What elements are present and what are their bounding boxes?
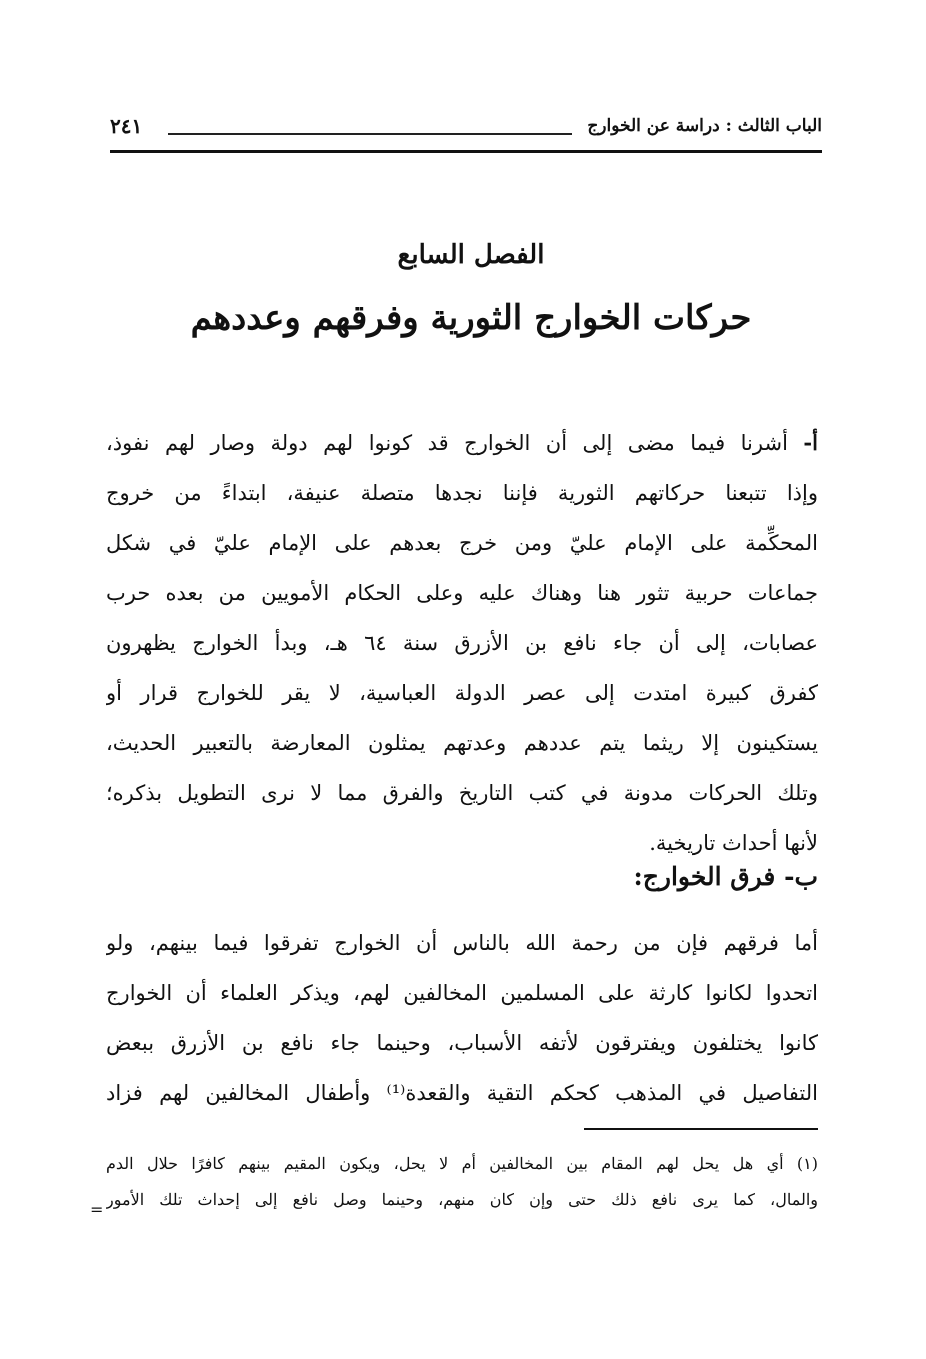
section-b-heading: ب- فرق الخوارج: — [633, 862, 818, 891]
paragraph-line: وتلك الحركات مدونة في كتب التاريخ والفرق مما لا نرى التطويل بذكره؛ — [106, 781, 818, 805]
footnote-continuation-mark: = — [90, 1200, 104, 1219]
footnote-line: والمال، كما يرى نافع ذلك حتى وإن كان منهم، وحينما وصل نافع إلى إحداث تلك الأمور — [106, 1190, 818, 1209]
paragraph-line: المحكِّمة على الإمام عليّ ومن خرج بعدهم على الإمام عليّ في شكل — [106, 531, 818, 555]
chapter-title-text: حركات الخوارج الثورية وفرقهم وعددهم — [190, 298, 752, 338]
running-header-leader-line — [168, 133, 572, 135]
paragraph-section-a — [106, 418, 818, 868]
footnote-line: (١) أي هل يحل لهم المقام بين المخالفين أم لا يحل، ويكون المقيم بينهم كافرًا حلال الدم — [106, 1154, 818, 1173]
paragraph-line: لأنها أحداث تاريخية. — [649, 831, 818, 855]
paragraph-line: يستكينون إلا ريثما يتم عددهم وعدتهم يمثلون المعارضة بالتعبير الحديث، — [106, 731, 818, 755]
chapter-number-text: الفصل السابع — [397, 240, 545, 270]
paragraph-line — [106, 418, 818, 468]
running-header-chapter: الباب الثالث : دراسة عن الخوارج — [587, 116, 822, 136]
header-rule — [110, 150, 822, 153]
paragraph-line: كانوا يختلفون ويفترقون لأتفه الأسباب، وحينما جاء نافع بن الأزرق ببعض — [106, 1031, 818, 1055]
running-header — [110, 112, 822, 148]
paragraph-line: اتحدوا لكانوا كارثة على المسلمين المخالفين لهم، ويذكر العلماء أن الخوارج — [106, 981, 818, 1005]
paragraph-line: وإذا تتبعنا حركاتهم الثورية فإننا نجدها متصلة عنيفة، ابتداءً من خروج — [106, 481, 818, 505]
footnote-rule — [584, 1128, 818, 1130]
paragraph-line: كفرق كبيرة امتدت إلى عصر الدولة العباسية، لا يقر للخوارج قرار أو — [106, 681, 818, 705]
page-number: ٢٤١ — [110, 114, 143, 138]
footnotes — [106, 1146, 818, 1218]
chapter-title-heading — [0, 298, 926, 338]
paragraph-line: عصابات، إلى أن جاء نافع بن الأزرق سنة ٦٤ هـ، وبدأ الخوارج يظهرون — [106, 631, 818, 655]
chapter-number-heading — [0, 240, 926, 270]
paragraph-line: التفاصيل في المذهب كحكم التقية والقعدة⁽¹⁾ وأطفال المخالفين لهم فزاد — [106, 1081, 818, 1105]
paragraph-line: أما فرقهم فإن من رحمة الله بالناس أن الخوارج تفرقوا فيما بينهم، ولو — [106, 931, 818, 955]
section-a-marker: أ- — [803, 430, 818, 455]
paragraph-section-b — [106, 918, 818, 1118]
paragraph-line-text: أشرنا فيما مضى إلى أن الخوارج قد كونوا لهم دولة وصار لهم نفوذ، — [106, 431, 788, 455]
paragraph-line: جماعات حربية تثور هنا وهناك عليه وعلى الحكام الأمويين من بعده حرب — [106, 581, 818, 605]
